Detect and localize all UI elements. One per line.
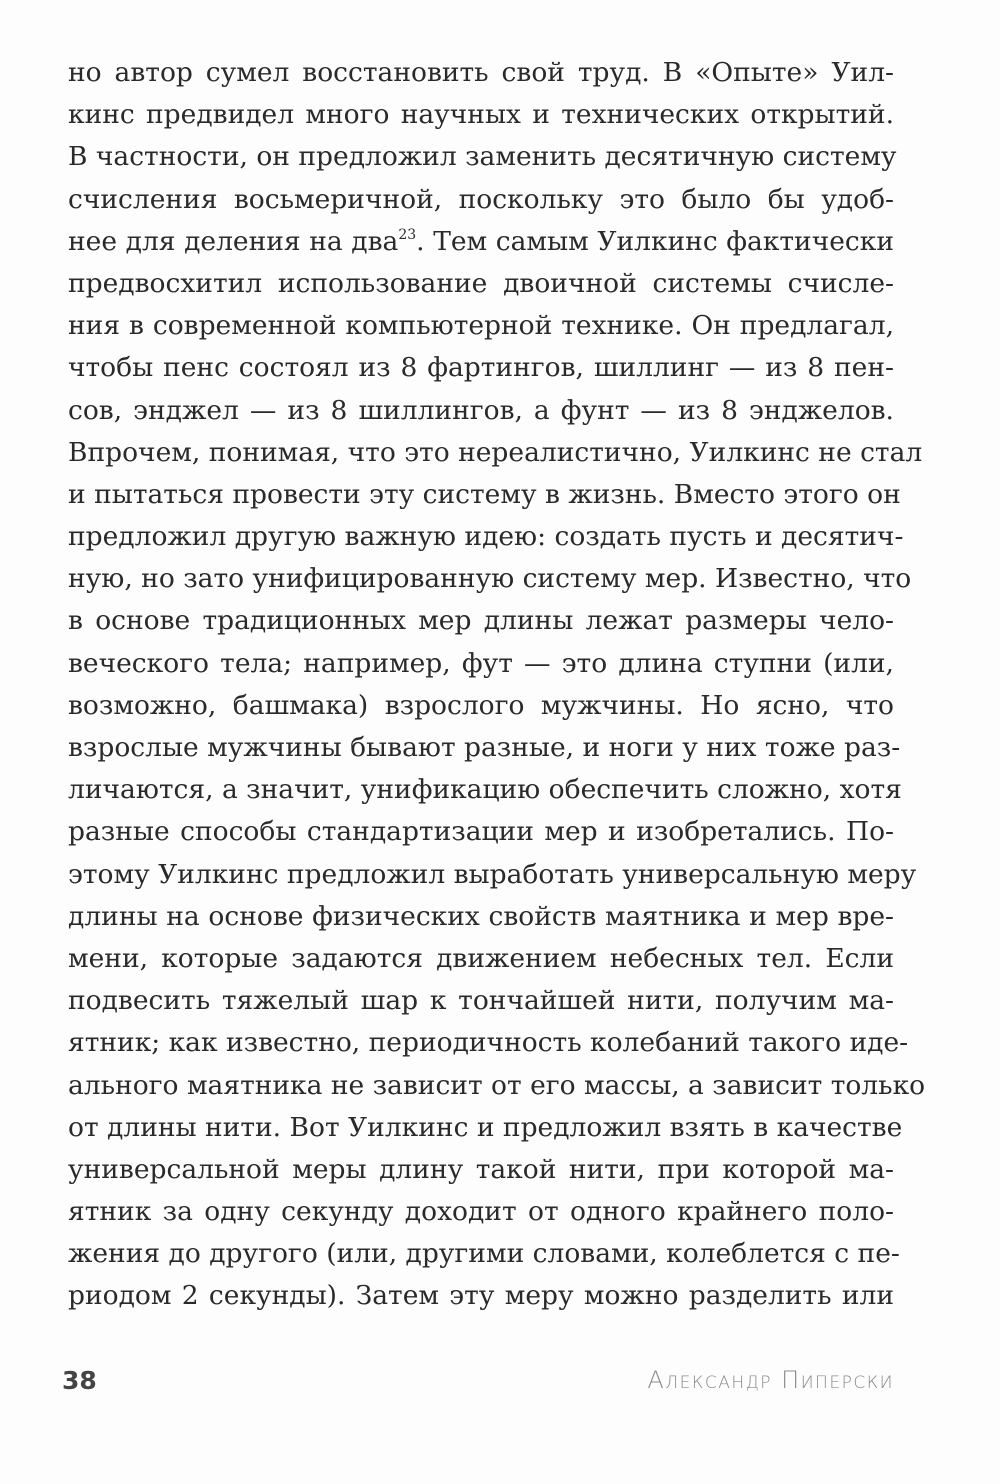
text-line: предложил другую важную идею: создать пусть и десятич- [68, 521, 904, 553]
text-line: возможно, башмака) взрослого мужчины. Но ясно, что [68, 689, 894, 721]
page-number: 38 [62, 1366, 97, 1395]
text-line: ятник; как известно, периодичность колебаний такого иде- [68, 1027, 909, 1059]
text-line: взрослые мужчины бывают разные, и ноги у них тоже раз- [68, 732, 901, 763]
text-line: Впрочем, понимая, что это нереалистично, Уилкинс не стал [68, 436, 923, 468]
running-header-author: Александр Пиперски [647, 1366, 894, 1394]
text-line: личаются, а значит, унификацию обеспечить сложно, хотя [68, 774, 902, 806]
text-line: жения до другого (или, другими словами, колеблется с пе- [68, 1238, 900, 1270]
text-line: но автор сумел восстановить свой труд. В «Опыте» Уил- [68, 57, 894, 88]
text-line: сов, энджел — из 8 шиллингов, а фунт — из 8 энджелов. [68, 394, 894, 426]
text-line: кинс предвидел много научных и технических открытий. [68, 99, 894, 131]
text-line: В частности, он предложил заменить десятичную систему [68, 141, 897, 173]
text-line: ального маятника не зависит от его массы, а зависит только [68, 1069, 926, 1101]
text-line: и пытаться провести эту систему в жизнь. Вместо этого он [68, 478, 901, 510]
text-line: ную, но зато унифицированную систему мер. Известно, что [68, 563, 912, 595]
text-line: разные способы стандартизации мер и изобретались. По- [68, 816, 894, 848]
text-line: ния в современной компьютерной технике. Он предлагал, [68, 310, 894, 342]
text-line: предвосхитил использование двоичной системы счисле- [68, 267, 894, 299]
text-segment: . Тем самым Уилкинс фактически [416, 225, 894, 257]
text-line [68, 221, 894, 263]
text-line: подвесить тяжелый шар к тончайшей нити, получим ма- [68, 985, 894, 1017]
text-line: этому Уилкинс предложил выработать универсальную меру [68, 858, 917, 890]
text-line: риодом 2 секунды). Затем эту меру можно разделить или [68, 1280, 894, 1312]
text-line: универсальной меры длину такой нити, при которой ма- [68, 1153, 894, 1185]
footnote-ref[interactable]: 23 [398, 226, 417, 243]
text-line: мени, которые задаются движением небесных тел. Если [68, 942, 894, 974]
text-line: счисления восьмеричной, поскольку это было бы удоб- [68, 183, 894, 215]
text-line: чтобы пенс состоял из 8 фартингов, шиллинг — из 8 пен- [68, 352, 894, 384]
text-line: длины на основе физических свойств маятника и мер вре- [68, 900, 894, 932]
text-line: ятник за одну секунду доходит от одного крайнего поло- [68, 1196, 894, 1228]
body-text [68, 52, 926, 1318]
text-line: веческого тела; например, фут — это длина ступни (или, [68, 647, 894, 679]
text-line: в основе традиционных мер длины лежат размеры чело- [68, 605, 894, 637]
text-line: от длины нити. Вот Уилкинс и предложил взять в качестве [68, 1111, 903, 1143]
text-segment: нее для деления на два [68, 225, 399, 257]
